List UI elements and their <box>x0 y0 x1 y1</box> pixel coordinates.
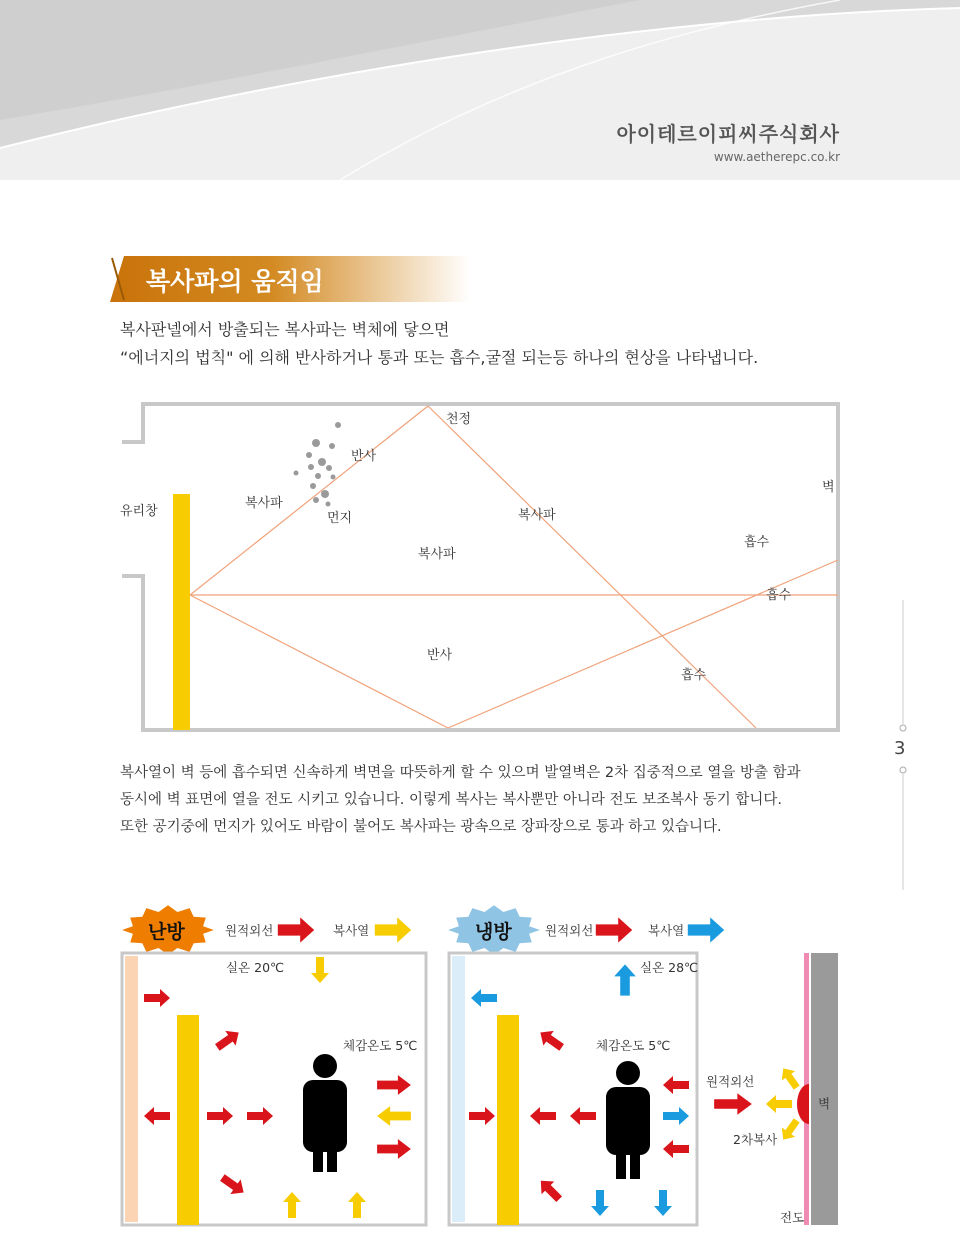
wall-far-infrared-label: 원적외선 <box>706 1074 755 1089</box>
conduction-label: 전도 <box>780 1210 805 1225</box>
cooling-legend-far-infrared: 원적외선 <box>545 923 594 938</box>
label-radiation-mid: 복사파 <box>518 508 556 523</box>
cooling-window <box>452 956 465 1222</box>
label-radiation-center: 복사파 <box>418 547 456 562</box>
label-window: 유리창 <box>120 504 158 519</box>
heating-badge-label: 난방 <box>148 921 185 943</box>
cooling-legend-radiant-heat: 복사열 <box>648 923 685 938</box>
heating-felt-temp: 체감온도 5℃ <box>343 1038 418 1053</box>
website-url[interactable]: www.aetherepc.co.kr <box>713 150 840 164</box>
label-radiation-left: 복사파 <box>245 496 283 511</box>
wall-hotspot <box>797 1084 809 1124</box>
company-name: 아이테르이피씨주식회사 <box>616 122 840 146</box>
label-ceiling: 천정 <box>446 412 472 427</box>
label-absorb-3: 흡수 <box>681 668 707 683</box>
body-paragraph <box>120 760 801 841</box>
heating-legend-radiant-heat: 복사열 <box>333 923 370 938</box>
radiation-diagram <box>0 390 960 740</box>
intro-paragraph <box>120 316 758 372</box>
cooling-room <box>449 953 697 1225</box>
body-line-2: 동시에 벽 표면에 열을 전도 시키고 있습니다. 이렇게 복사는 복사뿐만 아니라 전도 보조복사 동기 합니다. <box>120 792 783 808</box>
body-line-3: 또한 공기중에 먼지가 있어도 바람이 불어도 복사파는 광속으로 장파장으로 통과 하고 있습니다. <box>120 819 722 835</box>
label-wall: 벽 <box>822 480 835 495</box>
room-wall-upper-left <box>122 404 838 730</box>
secondary-radiation-label: 2차복사 <box>733 1132 778 1147</box>
wall-block <box>811 953 838 1225</box>
cooling-panel <box>497 1015 519 1225</box>
label-dust: 먼지 <box>327 511 353 526</box>
intro-line-2: “에너지의 법칙" 에 의해 반사하거나 통과 또는 흡수,굴절 되는등 하나의 현상을 나타냅니다. <box>120 348 759 367</box>
label-absorb-1: 흡수 <box>744 535 770 550</box>
heating-panel <box>177 1015 199 1225</box>
body-line-1: 복사열이 벽 등에 흡수되면 신속하게 벽면을 따뜻하게 할 수 있으며 발열벽은 2차 집중적으로 열을 방출 함과 <box>120 765 801 781</box>
label-reflection-bottom: 반사 <box>427 648 453 663</box>
heating-room-temp: 실온 20℃ <box>226 960 285 975</box>
page-number: 3 <box>894 738 906 759</box>
cooling-badge-label: 냉방 <box>475 921 512 943</box>
cooling-felt-temp: 체감온도 5℃ <box>596 1038 671 1053</box>
section-title: 복사파의 움직임 <box>146 267 324 296</box>
intro-line-1: 복사판넬에서 방출되는 복사파는 벽체에 닿으면 <box>120 320 450 339</box>
label-reflection-top: 반사 <box>351 449 377 464</box>
heating-window <box>125 956 138 1222</box>
window-panel <box>173 494 190 730</box>
cooling-room-temp: 실온 28℃ <box>640 960 699 975</box>
heating-legend-far-infrared: 원적외선 <box>225 923 274 938</box>
wall-label: 벽 <box>818 1096 831 1111</box>
label-absorb-2: 흡수 <box>766 588 792 603</box>
